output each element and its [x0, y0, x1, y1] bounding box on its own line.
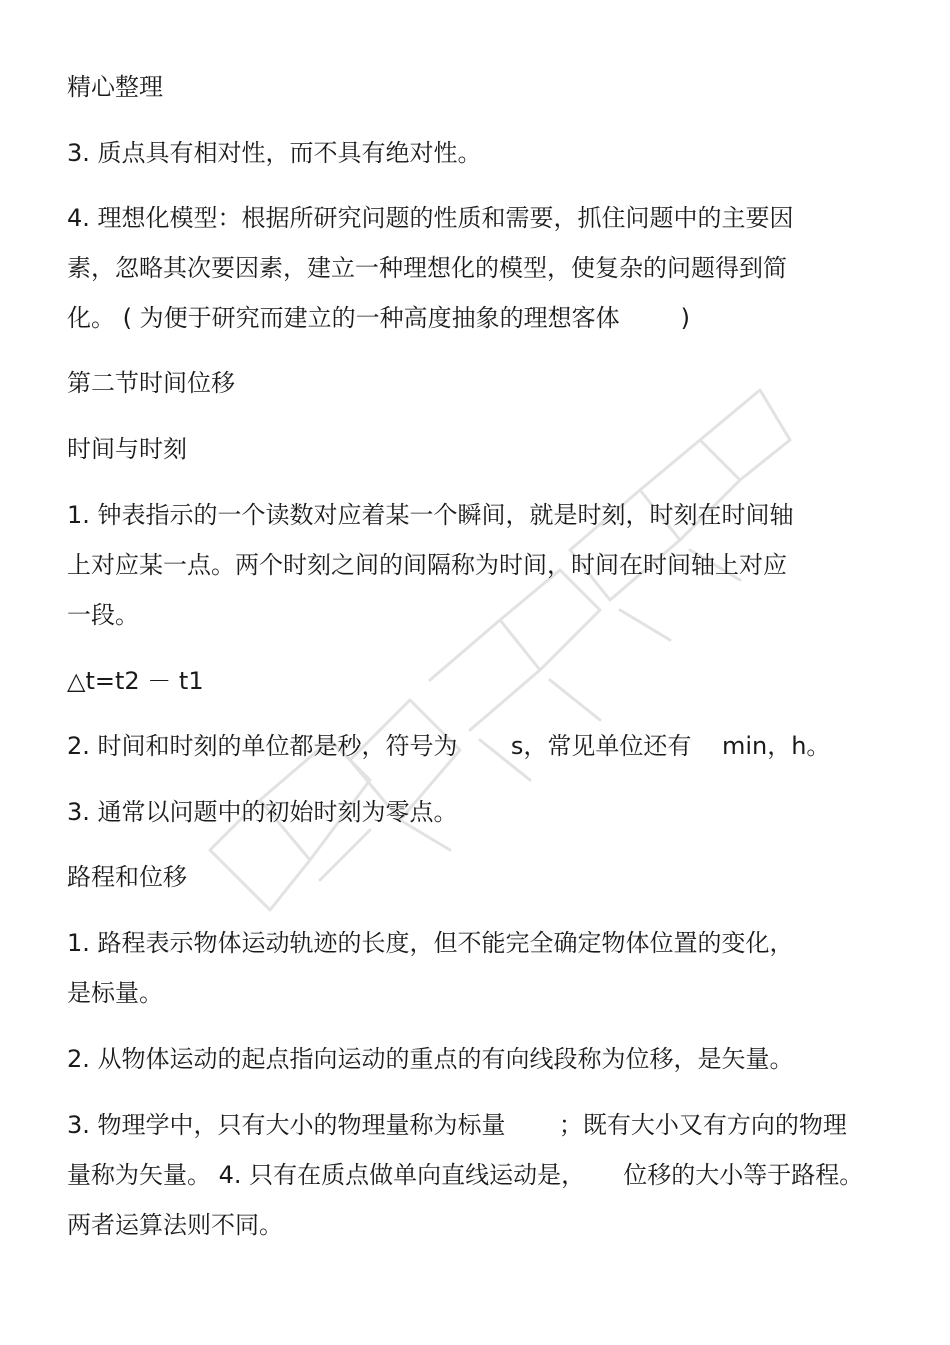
- text-line-2: 4. 理想化模型：根据所研究问题的性质和需要，抓住问题中的主要因: [67, 204, 794, 232]
- text-line-12: 3. 通常以问题中的初始时刻为零点。: [67, 798, 458, 826]
- text-line-8: 上对应某一点。两个时刻之间的间隔称为时间，时间在时间轴上对应: [67, 551, 787, 579]
- text-line-4: 化。 ( 为便于研究而建立的一种高度抽象的理想客体 ): [67, 304, 691, 332]
- text-line-3: 素，忽略其次要因素，建立一种理想化的模型，使复杂的问题得到简: [67, 254, 787, 282]
- page-header: 精心整理: [67, 73, 163, 101]
- section-heading: 第二节时间位移: [67, 369, 235, 397]
- text-line-7: 1. 钟表指示的一个读数对应着某一个瞬间，就是时刻，时刻在时间轴: [67, 501, 794, 529]
- text-line-9: 一段。: [67, 601, 139, 629]
- text-line-1: 3. 质点具有相对性，而不具有绝对性。: [67, 139, 482, 167]
- text-line-16: 2. 从物体运动的起点指向运动的重点的有向线段称为位移，是矢量。: [67, 1045, 794, 1073]
- subsection-heading-path: 路程和位移: [67, 863, 187, 891]
- watermark-outline-icon: [200, 380, 800, 940]
- formula-line: △t=t2 － t1: [67, 667, 204, 695]
- text-line-18: 量称为矢量。 4. 只有在质点做单向直线运动是， 位移的大小等于路程。: [67, 1161, 864, 1189]
- text-line-17: 3. 物理学中，只有大小的物理量称为标量 ；既有大小又有方向的物理: [67, 1111, 847, 1139]
- text-line-19: 两者运算法则不同。: [67, 1211, 283, 1239]
- subsection-heading-time: 时间与时刻: [67, 435, 187, 463]
- text-line-15: 是标量。: [67, 979, 163, 1007]
- text-line-11: 2. 时间和时刻的单位都是秒，符号为 s，常见单位还有 min，h。: [67, 732, 831, 760]
- text-line-14: 1. 路程表示物体运动轨迹的长度，但不能完全确定物体位置的变化，: [67, 929, 794, 957]
